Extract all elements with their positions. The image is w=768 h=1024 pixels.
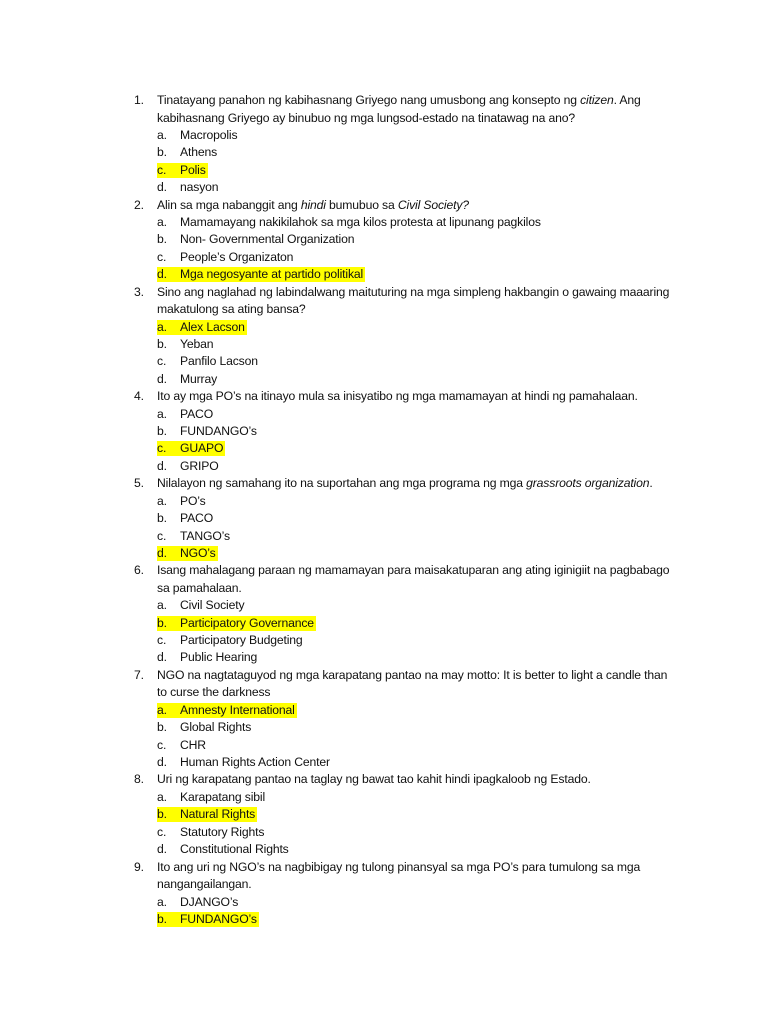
option-d [0, 179, 768, 196]
question-text: Nilalayon ng samahang ito na suportahan ang mga programa ng mga [157, 476, 527, 491]
option-letter: d. [157, 458, 167, 473]
option-d-answer [0, 545, 768, 562]
option-b [0, 336, 768, 353]
option-c [0, 737, 768, 754]
option-b [0, 510, 768, 527]
answer-highlight [157, 703, 297, 718]
option-text: Mamamayang nakikilahok sa mga kilos protesta at lipunang pagkilos [180, 215, 541, 230]
option-d [0, 371, 768, 388]
question-text: Ito ay mga PO’s na itinayo mula sa inisyatibo ng mga mamamayan at hindi ng pamahalaan. [157, 389, 638, 404]
option-a [0, 406, 768, 423]
option-letter: c. [157, 354, 167, 369]
option-text: nasyon [180, 180, 219, 195]
question-number: 2. [134, 197, 144, 212]
question-list [0, 92, 768, 928]
option-text: Karapatang sibil [180, 789, 266, 804]
option-letter: b. [157, 424, 167, 439]
option-letter: a. [157, 319, 167, 334]
question-text: NGO na nagtataguyod ng mga karapatang pantao na may motto: It is better to light a candle than to curse the darkness [157, 667, 668, 700]
option-text: People’s Organizaton [180, 249, 294, 264]
answer-highlight [157, 163, 208, 178]
option-text: Yeban [180, 337, 214, 352]
option-letter: a. [157, 702, 167, 717]
option-b-answer [0, 806, 768, 823]
option-letter: d. [157, 545, 167, 560]
option-b-answer [0, 911, 768, 928]
option-text: FUNDANGO’s [180, 911, 257, 926]
option-c [0, 353, 768, 370]
option-text: Civil Society [180, 598, 245, 613]
question-number: 3. [134, 284, 144, 299]
option-text: Non- Governmental Organization [180, 232, 355, 247]
option-letter: c. [157, 824, 167, 839]
option-c [0, 632, 768, 649]
option-text: Constitutional Rights [180, 842, 289, 857]
option-a-answer [0, 702, 768, 719]
question-text-emphasis: citizen [580, 93, 614, 107]
option-c [0, 528, 768, 545]
option-letter: d. [157, 650, 167, 665]
option-b-answer [0, 615, 768, 632]
option-letter: c. [157, 633, 167, 648]
option-letter: a. [157, 128, 167, 142]
question-text: Sino ang naglahad ng labindalwang maituturing na mga simpleng hakbangin o gawaing maaaring makatulong sa ating bansa? [157, 284, 670, 317]
option-text: Global Rights [180, 720, 252, 735]
option-a [0, 214, 768, 231]
option-c [0, 249, 768, 266]
question-text-emphasis: grassroots organization [526, 476, 650, 491]
option-letter: d. [157, 755, 167, 770]
option-letter: d. [157, 842, 167, 857]
question-text: Uri ng karapatang pantao na taglay ng bawat tao kahit hindi ipagkaloob ng Estado. [157, 772, 591, 787]
option-b [0, 231, 768, 248]
option-a [0, 127, 768, 144]
question-text: Tinatayang panahon ng kabihasnang Griyego nang umusbong ang konsepto ng [157, 93, 581, 107]
question-number: 5. [134, 476, 144, 491]
option-d [0, 649, 768, 666]
option-letter: a. [157, 894, 167, 909]
question-text-emphasis: Civil Society? [397, 197, 469, 212]
option-b [0, 423, 768, 440]
answer-highlight [157, 267, 365, 282]
question-number: 6. [134, 563, 144, 578]
question-stem [0, 859, 768, 894]
answer-highlight [157, 441, 225, 456]
question-6 [0, 562, 768, 667]
question-stem [0, 388, 768, 406]
option-text: PACO [180, 511, 214, 526]
option-b [0, 144, 768, 161]
option-text: CHR [180, 737, 206, 752]
option-d [0, 458, 768, 475]
option-text: Mga negosyante at partido politikal [180, 267, 364, 282]
option-c [0, 824, 768, 841]
option-letter: a. [157, 598, 167, 613]
option-letter: c. [157, 249, 167, 264]
option-text: Human Rights Action Center [180, 755, 330, 770]
question-stem [0, 284, 768, 319]
question-stem [0, 667, 768, 702]
option-letter: b. [157, 911, 167, 926]
answer-highlight [157, 546, 218, 561]
question-number: 1. [134, 93, 144, 107]
option-letter: d. [157, 180, 167, 195]
option-text: GUAPO [180, 441, 224, 456]
option-letter: b. [157, 807, 167, 822]
question-stem [0, 92, 768, 127]
option-text: Alex Lacson [180, 319, 245, 334]
question-text: . Ang kabihasnang Griyego ay binubuo ng mga lungsod-estado na tinatawag na ano? [157, 93, 641, 125]
question-1 [0, 92, 768, 197]
question-stem [0, 562, 768, 597]
option-letter: c. [157, 528, 167, 543]
option-text: PACO [180, 406, 214, 421]
question-3 [0, 284, 768, 389]
option-text: Athens [180, 145, 218, 160]
option-d [0, 841, 768, 858]
question-4 [0, 388, 768, 475]
option-text: GRIPO [180, 458, 219, 473]
question-text: bumubuo sa [325, 197, 398, 212]
option-text: Participatory Budgeting [180, 633, 303, 648]
option-text: Macropolis [180, 128, 238, 142]
option-letter: b. [157, 232, 167, 247]
option-letter: b. [157, 337, 167, 352]
question-number: 4. [134, 389, 144, 404]
question-number: 9. [134, 859, 144, 874]
question-text: Alin sa mga nabanggit ang [157, 197, 301, 212]
option-text: Public Hearing [180, 650, 258, 665]
option-letter: a. [157, 215, 167, 230]
option-c-answer [0, 162, 768, 179]
option-text: Polis [180, 162, 206, 177]
option-text: PO’s [180, 493, 206, 508]
option-a [0, 597, 768, 614]
question-2 [0, 197, 768, 284]
option-a [0, 894, 768, 911]
question-text: Isang mahalagang paraan ng mamamayan para maisakatuparan ang ating iginigiit na pagbabago sa pamahalaan. [157, 563, 670, 595]
answer-highlight [157, 807, 257, 822]
option-letter: c. [157, 737, 167, 752]
option-text: NGO’s [180, 545, 216, 560]
option-text: Natural Rights [180, 807, 256, 822]
answer-highlight [157, 320, 247, 335]
option-text: Panfilo Lacson [180, 354, 258, 369]
question-text: Ito ang uri ng NGO’s na nagbibigay ng tulong pinansyal sa mga PO’s para tumulong sa mga nangangailangan. [157, 859, 641, 891]
question-stem [0, 197, 768, 215]
question-7 [0, 667, 768, 772]
option-letter: c. [157, 162, 167, 177]
answer-highlight [157, 616, 316, 631]
option-letter: b. [157, 145, 167, 160]
question-text: . [649, 476, 653, 491]
option-text: Murray [180, 371, 218, 386]
question-number: 8. [134, 772, 144, 787]
option-letter: d. [157, 267, 167, 282]
option-letter: d. [157, 371, 167, 386]
option-letter: a. [157, 493, 167, 508]
option-letter: b. [157, 511, 167, 526]
question-9 [0, 859, 768, 929]
option-letter: a. [157, 406, 167, 421]
option-text: Participatory Governance [180, 615, 314, 630]
option-a [0, 493, 768, 510]
question-8 [0, 771, 768, 858]
option-text: FUNDANGO’s [180, 424, 257, 439]
option-letter: b. [157, 720, 167, 735]
question-number: 7. [134, 667, 144, 682]
option-a-answer [0, 319, 768, 336]
option-letter: a. [157, 789, 167, 804]
option-letter: b. [157, 615, 167, 630]
question-5 [0, 475, 768, 562]
option-text: Statutory Rights [180, 824, 265, 839]
option-text: Amnesty International [180, 702, 295, 717]
answer-highlight [157, 912, 259, 927]
option-text: DJANGO’s [180, 894, 239, 909]
option-d-answer [0, 266, 768, 283]
option-letter: c. [157, 441, 167, 456]
question-text-emphasis: hindi [300, 197, 326, 212]
question-stem [0, 475, 768, 493]
option-d [0, 754, 768, 771]
option-b [0, 719, 768, 736]
option-a [0, 789, 768, 806]
option-text: TANGO’s [180, 528, 230, 543]
question-stem [0, 771, 768, 789]
option-c-answer [0, 440, 768, 457]
